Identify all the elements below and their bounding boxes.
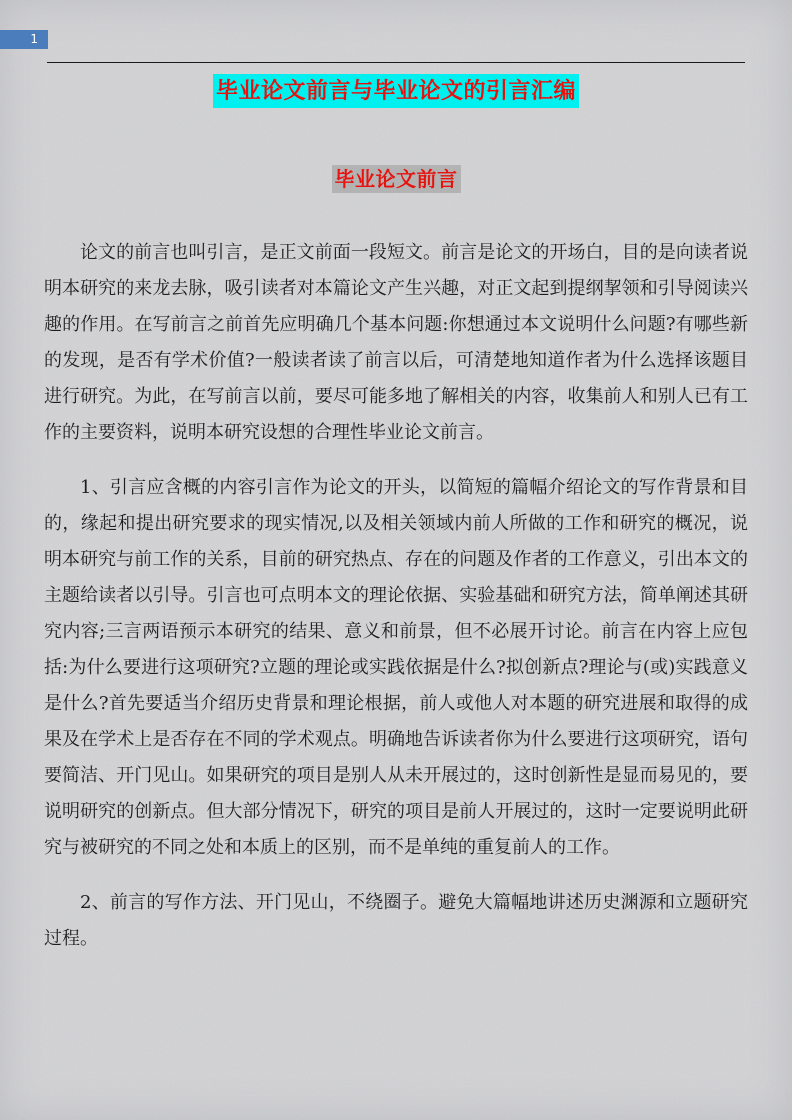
paragraph-point-1: 1、引言应含概的内容引言作为论文的开头，以简短的篇幅介绍论文的写作背景和目的，缘起和提出研究要求的现实情况,以及相关领域内前人所做的工作和研究的概况，说明本研究与前工作的关系，目前的研究热点、存在的问题及作者的工作意义，引出本文的主题给读者以引导。引言也可点明本文的理论依据、实验基础和研究方法，简单阐述其研究内容;三言两语预示本研究的结果、意义和前景，但不必展开讨论。前言在内容上应包括:为什么要进行这项研究?立题的理论或实践依据是什么?拟创新点?理论与(或)实践意义是什么?首先要适当介绍历史背景和理论根据，前人或他人对本题的研究进展和取得的成果及在学术上是否存在不同的学术观点。明确地告诉读者你为什么要进行这项研究，语句要简洁、开门见山。如果研究的项目是别人从未开展过的，这时创新性是显而易见的，要说明研究的创新点。但大部分情况下，研究的项目是前人开展过的，这时一定要说明此研究与被研究的不同之处和本质上的区别，而不是单纯的重复前人的工作。	[44, 477, 748, 858]
paragraph-point-2: 2、前言的写作方法、开门见山，不绕圈子。避免大篇幅地讲述历史渊源和立题研究过程。	[44, 892, 748, 949]
doc-title-highlight: 毕业论文前言与毕业论文的引言汇编	[213, 74, 579, 108]
doc-subtitle	[0, 163, 792, 192]
doc-title	[0, 74, 792, 105]
page-number-badge: 1	[0, 30, 48, 49]
doc-subtitle-highlight: 毕业论文前言	[332, 165, 461, 193]
document-body	[44, 235, 748, 976]
header-rule	[47, 62, 745, 63]
paragraph-intro: 论文的前言也叫引言，是正文前面一段短文。前言是论文的开场白，目的是向读者说明本研究的来龙去脉，吸引读者对本篇论文产生兴趣，对正文起到提纲挈领和引导阅读兴趣的作用。在写前言之前首先应明确几个基本问题:你想通过本文说明什么问题?有哪些新的发现，是否有学术价值?一般读者读了前言以后，可清楚地知道作者为什么选择该题目进行研究。为此，在写前言以前，要尽可能多地了解相关的内容，收集前人和别人已有工作的主要资料，说明本研究设想的合理性毕业论文前言。	[44, 242, 748, 443]
